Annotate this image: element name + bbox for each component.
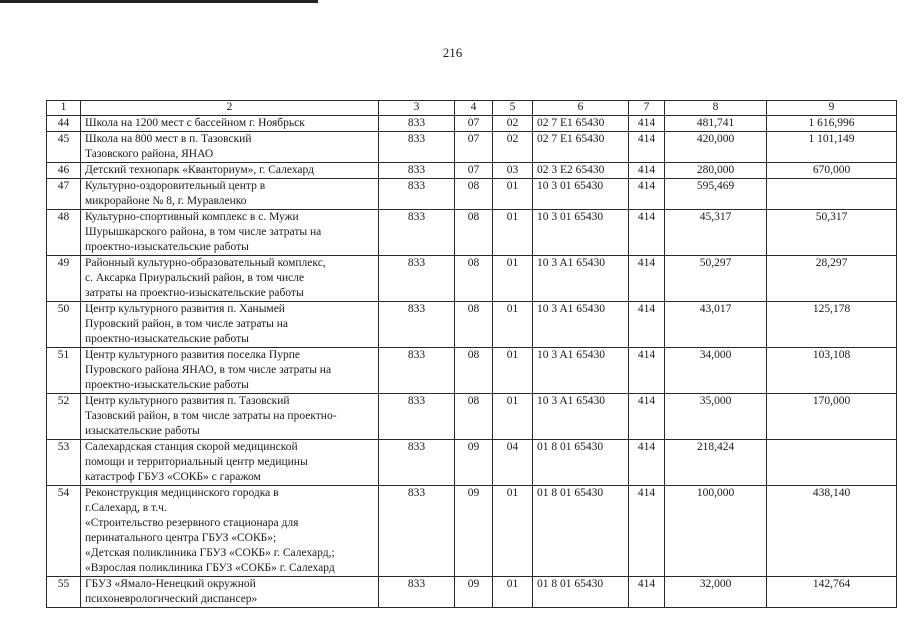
- amount-col-8: 100,000: [665, 486, 767, 577]
- grbs-code: 833: [379, 116, 455, 132]
- object-name: [81, 210, 379, 256]
- section-code: 09: [455, 577, 493, 608]
- expense-type-code: 414: [629, 163, 665, 179]
- budget-table: [46, 100, 897, 608]
- object-name-line: Школа на 1200 мест с бассейном г. Ноябрьск: [85, 117, 305, 129]
- table-row: [47, 302, 897, 348]
- object-name-line: Детский технопарк «Кванториум», г. Салехард: [85, 164, 314, 176]
- col-header-2: 2: [81, 101, 379, 116]
- section-code: 07: [455, 163, 493, 179]
- top-rule: [0, 0, 318, 3]
- amount-col-9: 438,140: [767, 486, 897, 577]
- row-number: 50: [47, 302, 81, 348]
- object-name: [81, 116, 379, 132]
- target-article-code: 10 3 01 65430: [533, 179, 629, 210]
- object-name-line: Культурно-спортивный комплекс в с. Мужи: [85, 211, 299, 223]
- object-name-line: изыскательские работы: [85, 425, 200, 437]
- object-name-line: Шурышкарского района, в том числе затраты на: [85, 226, 322, 238]
- amount-col-8: 50,297: [665, 256, 767, 302]
- target-article-code: 10 3 01 65430: [533, 210, 629, 256]
- table-row: [47, 486, 897, 577]
- object-name-line: Салехардская станция скорой медицинской: [85, 441, 298, 453]
- object-name-line: Пуровский район, в том числе затраты на: [85, 318, 289, 330]
- table-row: [47, 163, 897, 179]
- object-name-line: Центр культурного развития п. Тазовский: [85, 395, 290, 407]
- target-article-code: 01 8 01 65430: [533, 440, 629, 486]
- subsection-code: 01: [493, 348, 533, 394]
- object-name: [81, 394, 379, 440]
- expense-type-code: 414: [629, 394, 665, 440]
- object-name-line: затраты на проектно-изыскательские работы: [85, 287, 304, 299]
- table-row: [47, 394, 897, 440]
- table-row: [47, 132, 897, 163]
- amount-col-8: 280,000: [665, 163, 767, 179]
- section-code: 09: [455, 440, 493, 486]
- grbs-code: 833: [379, 577, 455, 608]
- table-row: [47, 577, 897, 608]
- object-name-line: Школа на 800 мест в п. Тазовский: [85, 133, 252, 145]
- object-name: [81, 440, 379, 486]
- amount-col-8: 45,317: [665, 210, 767, 256]
- grbs-code: 833: [379, 302, 455, 348]
- header-row: [47, 101, 897, 116]
- object-name-line: микрорайоне № 8, г. Муравленко: [85, 195, 247, 207]
- object-name: [81, 486, 379, 577]
- row-number: 51: [47, 348, 81, 394]
- object-name-line: «Строительство резервного стационара для: [85, 517, 299, 529]
- object-name: [81, 302, 379, 348]
- object-name-line: Реконструкция медицинского городка в: [85, 487, 279, 499]
- table-body: [47, 116, 897, 608]
- object-name: [81, 577, 379, 608]
- amount-col-8: 43,017: [665, 302, 767, 348]
- row-number: 49: [47, 256, 81, 302]
- expense-type-code: 414: [629, 486, 665, 577]
- amount-col-9: [767, 440, 897, 486]
- amount-col-8: 481,741: [665, 116, 767, 132]
- grbs-code: 833: [379, 348, 455, 394]
- object-name-line: проектно-изыскательские работы: [85, 333, 249, 345]
- target-article-code: 02 7 E1 65430: [533, 116, 629, 132]
- subsection-code: 01: [493, 179, 533, 210]
- expense-type-code: 414: [629, 348, 665, 394]
- subsection-code: 04: [493, 440, 533, 486]
- amount-col-8: 595,469: [665, 179, 767, 210]
- grbs-code: 833: [379, 163, 455, 179]
- object-name-line: Центр культурного развития п. Ханымей: [85, 303, 285, 315]
- target-article-code: 10 3 A1 65430: [533, 348, 629, 394]
- row-number: 54: [47, 486, 81, 577]
- col-header-5: 5: [493, 101, 533, 116]
- row-number: 46: [47, 163, 81, 179]
- subsection-code: 01: [493, 210, 533, 256]
- expense-type-code: 414: [629, 577, 665, 608]
- subsection-code: 01: [493, 256, 533, 302]
- object-name-line: ГБУЗ «Ямало-Ненецкий окружной: [85, 578, 256, 590]
- amount-col-9: 670,000: [767, 163, 897, 179]
- row-number: 55: [47, 577, 81, 608]
- grbs-code: 833: [379, 440, 455, 486]
- object-name: [81, 256, 379, 302]
- target-article-code: 02 7 E1 65430: [533, 132, 629, 163]
- object-name-line: Культурно-оздоровительный центр в: [85, 180, 266, 192]
- grbs-code: 833: [379, 394, 455, 440]
- grbs-code: 833: [379, 256, 455, 302]
- object-name-line: катастроф ГБУЗ «СОКБ» с гаражом: [85, 471, 261, 483]
- expense-type-code: 414: [629, 440, 665, 486]
- object-name-line: проектно-изыскательские работы: [85, 241, 249, 253]
- section-code: 07: [455, 132, 493, 163]
- target-article-code: 02 3 E2 65430: [533, 163, 629, 179]
- table-row: [47, 210, 897, 256]
- object-name-line: Тазовский район, в том числе затраты на проектно-: [85, 410, 337, 422]
- section-code: 08: [455, 210, 493, 256]
- grbs-code: 833: [379, 210, 455, 256]
- table-row: [47, 256, 897, 302]
- object-name-line: Районный культурно-образовательный комплекс,: [85, 257, 326, 269]
- col-header-4: 4: [455, 101, 493, 116]
- row-number: 45: [47, 132, 81, 163]
- section-code: 08: [455, 179, 493, 210]
- target-article-code: 10 3 A1 65430: [533, 394, 629, 440]
- col-header-3: 3: [379, 101, 455, 116]
- object-name-line: психоневрологический диспансер»: [85, 593, 258, 605]
- section-code: 08: [455, 394, 493, 440]
- amount-col-9: 142,764: [767, 577, 897, 608]
- row-number: 48: [47, 210, 81, 256]
- subsection-code: 02: [493, 132, 533, 163]
- object-name-line: с. Аксарка Приуральский район, в том числе: [85, 272, 305, 284]
- table-row: [47, 179, 897, 210]
- expense-type-code: 414: [629, 302, 665, 348]
- subsection-code: 02: [493, 116, 533, 132]
- object-name: [81, 348, 379, 394]
- amount-col-8: 420,000: [665, 132, 767, 163]
- object-name-line: перинатального центра ГБУЗ «СОКБ»;: [85, 532, 277, 544]
- amount-col-8: 32,000: [665, 577, 767, 608]
- col-header-6: 6: [533, 101, 629, 116]
- expense-type-code: 414: [629, 256, 665, 302]
- target-article-code: 10 3 A1 65430: [533, 302, 629, 348]
- object-name-line: Тазовского района, ЯНАО: [85, 148, 214, 160]
- amount-col-8: 34,000: [665, 348, 767, 394]
- object-name-line: г.Салехард, в т.ч.: [85, 502, 167, 514]
- table-row: [47, 116, 897, 132]
- amount-col-8: 35,000: [665, 394, 767, 440]
- row-number: 44: [47, 116, 81, 132]
- expense-type-code: 414: [629, 210, 665, 256]
- object-name: [81, 132, 379, 163]
- subsection-code: 01: [493, 577, 533, 608]
- col-header-1: 1: [47, 101, 81, 116]
- section-code: 07: [455, 116, 493, 132]
- amount-col-9: 103,108: [767, 348, 897, 394]
- subsection-code: 01: [493, 394, 533, 440]
- object-name-line: Пуровского района ЯНАО, в том числе затраты на: [85, 364, 332, 376]
- subsection-code: 01: [493, 302, 533, 348]
- amount-col-9: 50,317: [767, 210, 897, 256]
- amount-col-9: 1 616,996: [767, 116, 897, 132]
- expense-type-code: 414: [629, 116, 665, 132]
- amount-col-8: 218,424: [665, 440, 767, 486]
- amount-col-9: 170,000: [767, 394, 897, 440]
- object-name-line: проектно-изыскательские работы: [85, 379, 249, 391]
- object-name-line: помощи и территориальный центр медицины: [85, 456, 308, 468]
- section-code: 08: [455, 256, 493, 302]
- amount-col-9: 28,297: [767, 256, 897, 302]
- expense-type-code: 414: [629, 132, 665, 163]
- amount-col-9: 125,178: [767, 302, 897, 348]
- object-name: [81, 163, 379, 179]
- col-header-9: 9: [767, 101, 897, 116]
- page-number: 216: [442, 45, 463, 60]
- object-name: [81, 179, 379, 210]
- object-name-line: Центр культурного развития поселка Пурпе: [85, 349, 300, 361]
- target-article-code: 01 8 01 65430: [533, 486, 629, 577]
- amount-col-9: [767, 179, 897, 210]
- section-code: 08: [455, 348, 493, 394]
- table-row: [47, 440, 897, 486]
- grbs-code: 833: [379, 486, 455, 577]
- subsection-code: 03: [493, 163, 533, 179]
- row-number: 53: [47, 440, 81, 486]
- section-code: 08: [455, 302, 493, 348]
- object-name-line: «Детская поликлиника ГБУЗ «СОКБ» г. Салехард,;: [85, 547, 335, 559]
- grbs-code: 833: [379, 132, 455, 163]
- object-name-line: «Взрослая поликлиника ГБУЗ «СОКБ» г. Салехард: [85, 562, 335, 574]
- col-header-8: 8: [665, 101, 767, 116]
- grbs-code: 833: [379, 179, 455, 210]
- col-header-7: 7: [629, 101, 665, 116]
- target-article-code: 01 8 01 65430: [533, 577, 629, 608]
- row-number: 52: [47, 394, 81, 440]
- table-row: [47, 348, 897, 394]
- subsection-code: 01: [493, 486, 533, 577]
- target-article-code: 10 3 A1 65430: [533, 256, 629, 302]
- row-number: 47: [47, 179, 81, 210]
- expense-type-code: 414: [629, 179, 665, 210]
- amount-col-9: 1 101,149: [767, 132, 897, 163]
- section-code: 09: [455, 486, 493, 577]
